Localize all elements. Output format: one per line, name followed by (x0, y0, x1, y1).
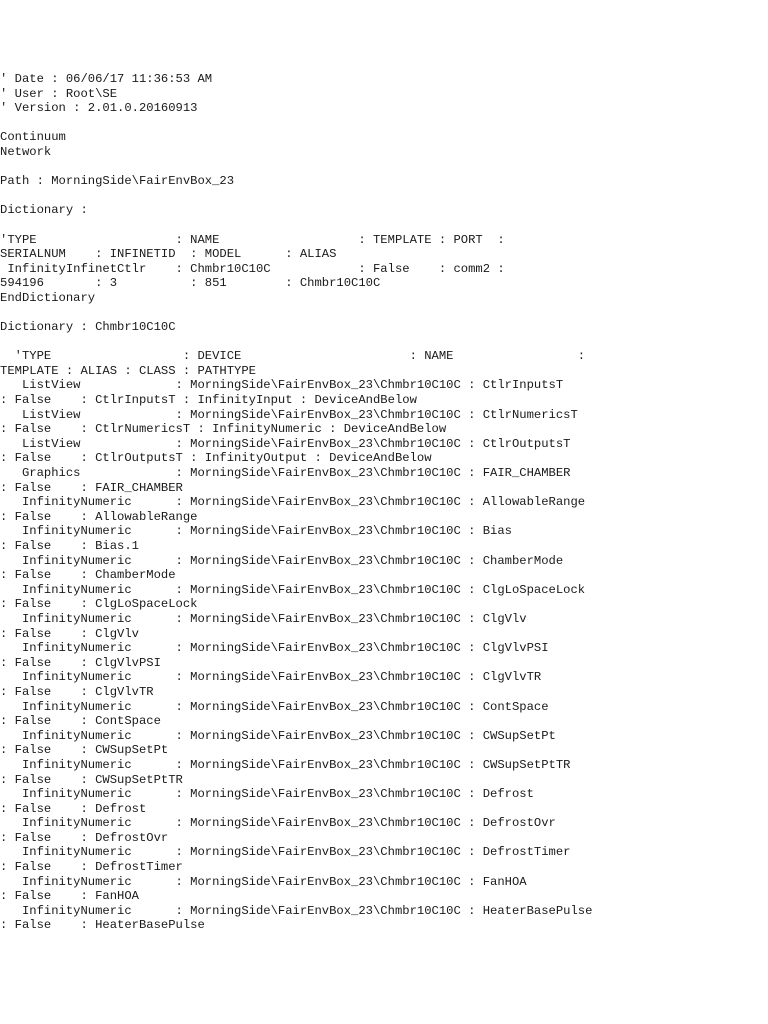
dictionary-2-entry-line-1: InfinityNumeric : MorningSide\FairEnvBox_23\Chmbr10C10C : ChamberMode (0, 553, 564, 568)
dictionary-2-entry-line-2: : False : DefrostTimer (0, 860, 183, 875)
dictionary-2-entry-line-2: : False : HeaterBasePulse (0, 918, 205, 933)
blank-line (0, 218, 768, 233)
dictionary-2-entry-line-2: : False : CtlrNumericsT : InfinityNumeric : DeviceAndBelow (0, 422, 447, 437)
network-line-2: Network (0, 144, 52, 159)
dictionary-2-entry-line-1: InfinityNumeric : MorningSide\FairEnvBox_23\Chmbr10C10C : ClgLoSpaceLock (0, 582, 586, 597)
dictionary-2-entry-line-1: InfinityNumeric : MorningSide\FairEnvBox_23\Chmbr10C10C : Defrost (0, 787, 534, 802)
dictionary-2-entry-line-2: : False : CWSupSetPt (0, 743, 169, 758)
dictionary-1-header-line-1: 'TYPE : NAME : TEMPLATE : PORT : (0, 232, 505, 247)
dictionary-2-entry-line-2: : False : ContSpace (0, 714, 161, 729)
header-user-line: ' User : Root\SE (0, 86, 118, 101)
blank-line (0, 116, 768, 131)
dictionary-2-entry-line-1: InfinityNumeric : MorningSide\FairEnvBox_23\Chmbr10C10C : ClgVlvPSI (0, 641, 549, 656)
blank-line (0, 160, 768, 175)
dictionary-2-header-line-1: 'TYPE : DEVICE : NAME : (0, 349, 586, 364)
dictionary-2-entry-line-1: InfinityNumeric : MorningSide\FairEnvBox_23\Chmbr10C10C : ClgVlv (0, 611, 527, 626)
dictionary-2-entry-line-1: InfinityNumeric : MorningSide\FairEnvBox_23\Chmbr10C10C : Bias (0, 524, 512, 539)
dictionary-2-entry-line-1: ListView : MorningSide\FairEnvBox_23\Chmbr10C10C : CtlrInputsT (0, 378, 564, 393)
dictionary-2-entry-line-2: : False : CWSupSetPtTR (0, 772, 183, 787)
dictionary-2-entry-line-1: ListView : MorningSide\FairEnvBox_23\Chmbr10C10C : CtlrNumericsT (0, 407, 578, 422)
dictionary-2-entry-line-2: : False : FAIR_CHAMBER (0, 480, 183, 495)
dictionary-2-entry-line-2: : False : ChamberMode (0, 568, 176, 583)
header-date-line: ' Date : 06/06/17 11:36:53 AM (0, 72, 213, 86)
dictionary-2-entry-line-2: : False : FanHOA (0, 889, 139, 904)
dictionary-1-row-line-2: 594196 : 3 : 851 : Chmbr10C10C (0, 276, 381, 291)
dictionary-2-entry-line-1: InfinityNumeric : MorningSide\FairEnvBox_23\Chmbr10C10C : ClgVlvTR (0, 670, 542, 685)
dictionary-2-header-line-2: TEMPLATE : ALIAS : CLASS : PATHTYPE (0, 363, 256, 378)
dictionary-2-entry-line-1: InfinityNumeric : MorningSide\FairEnvBox_23\Chmbr10C10C : DefrostOvr (0, 816, 556, 831)
dictionary-2-entry-line-2: : False : ClgVlv (0, 626, 139, 641)
dictionary-2-entry-line-2: : False : ClgLoSpaceLock (0, 597, 198, 612)
path-line: Path : MorningSide\FairEnvBox_23 (0, 174, 235, 189)
blank-line (0, 306, 768, 321)
dictionary-2-entry-line-1: InfinityNumeric : MorningSide\FairEnvBox_23\Chmbr10C10C : DefrostTimer (0, 845, 571, 860)
dictionary-2-entry-line-1: InfinityNumeric : MorningSide\FairEnvBox_23\Chmbr10C10C : HeaterBasePulse (0, 903, 593, 918)
dictionary-2-entry-line-1: InfinityNumeric : MorningSide\FairEnvBox_23\Chmbr10C10C : CWSupSetPt (0, 728, 556, 743)
dictionary-2-entry-line-1: Graphics : MorningSide\FairEnvBox_23\Chmbr10C10C : FAIR_CHAMBER (0, 466, 571, 481)
dictionary-1-row-line-1: InfinityInfinetCtlr : Chmbr10C10C : False : comm2 : (0, 261, 505, 276)
dictionary-2-entry-line-2: : False : AllowableRange (0, 509, 198, 524)
dictionary-2-entry-line-2: : False : ClgVlvPSI (0, 655, 161, 670)
blank-line (0, 189, 768, 204)
dictionary-2-entry-line-2: : False : CtlrInputsT : InfinityInput : DeviceAndBelow (0, 393, 417, 408)
dictionary-2-entry-line-1: ListView : MorningSide\FairEnvBox_23\Chmbr10C10C : CtlrOutputsT (0, 436, 571, 451)
dictionary-2-entry-line-2: : False : ClgVlvTR (0, 684, 154, 699)
network-line-1: Continuum (0, 130, 66, 145)
dictionary-1-title: Dictionary : (0, 203, 88, 218)
document-text (0, 72, 768, 933)
dictionary-2-entry-line-1: InfinityNumeric : MorningSide\FairEnvBox_23\Chmbr10C10C : ContSpace (0, 699, 549, 714)
dictionary-2-entry-line-1: InfinityNumeric : MorningSide\FairEnvBox_23\Chmbr10C10C : AllowableRange (0, 495, 586, 510)
dictionary-2-entry-line-2: : False : Bias.1 (0, 539, 139, 553)
dictionary-2-entry-line-1: InfinityNumeric : MorningSide\FairEnvBox_23\Chmbr10C10C : CWSupSetPtTR (0, 757, 571, 772)
blank-line (0, 335, 768, 350)
dictionary-2-entry-line-2: : False : CtlrOutputsT : InfinityOutput : DeviceAndBelow (0, 451, 432, 466)
dictionary-2-title: Dictionary : Chmbr10C10C (0, 320, 176, 335)
dictionary-2-rows (0, 378, 768, 933)
dictionary-1-end: EndDictionary (0, 290, 96, 305)
dictionary-2-entry-line-2: : False : Defrost (0, 801, 147, 816)
dictionary-2-entry-line-1: InfinityNumeric : MorningSide\FairEnvBox_23\Chmbr10C10C : FanHOA (0, 874, 527, 889)
dictionary-2-entry-line-2: : False : DefrostOvr (0, 830, 169, 845)
dictionary-1-header-line-2: SERIALNUM : INFINETID : MODEL : ALIAS (0, 247, 337, 262)
header-version-line: ' Version : 2.01.0.20160913 (0, 101, 198, 116)
